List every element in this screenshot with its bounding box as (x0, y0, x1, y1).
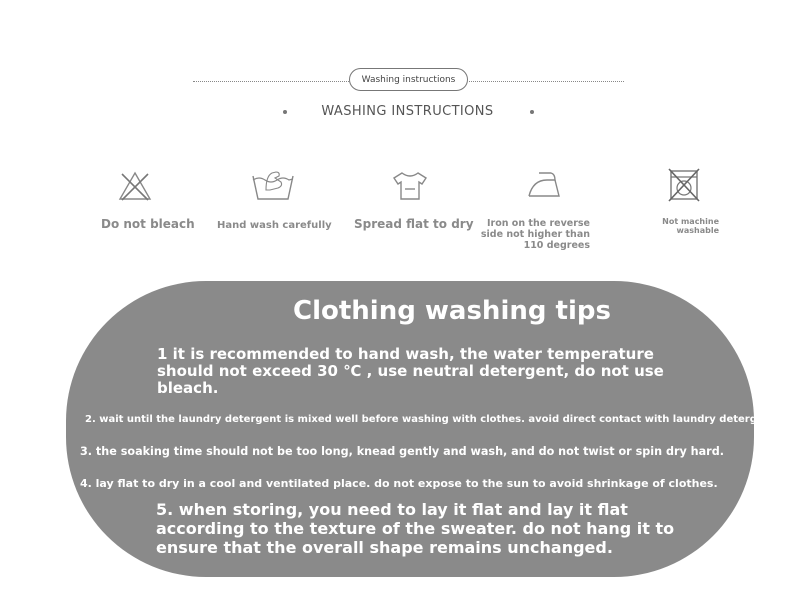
no-machine-wash-icon (668, 168, 700, 202)
divider-left (193, 81, 351, 82)
no-bleach-icon (117, 170, 153, 202)
label-do-not-bleach: Do not bleach (101, 217, 195, 231)
label-dry-flat: Spread flat to dry (354, 217, 474, 231)
tip-item-2: 2. wait until the laundry detergent is mixed well before washing with clothes. avoid direct contact with laundry detergent. (85, 414, 780, 425)
section-subtitle: WASHING INSTRUCTIONS (321, 104, 494, 119)
label-hand-wash: Hand wash carefully (217, 220, 332, 231)
label-iron: Iron on the reverse side not higher than 110 degrees (480, 218, 590, 251)
section-pill-label: Washing instructions (349, 68, 468, 91)
label-no-machine-wash: Not machine washable (662, 217, 719, 235)
tip-item-4: 4. lay flat to dry in a cool and ventilated place. do not expose to the sun to avoid shrinkage of clothes. (80, 477, 718, 490)
tip-item-5: 5. when storing, you need to lay it flat and lay it flat according to the texture of the sweater. do not hang it to ensure that the overall shape remains unchanged. (156, 500, 675, 557)
tip-item-3: 3. the soaking time should not be too long, knead gently and wash, and do not twist or spin dry hard. (80, 445, 724, 458)
dry-flat-icon (390, 171, 430, 201)
bullet-right (530, 110, 534, 114)
hand-wash-icon (250, 168, 296, 202)
tips-title: Clothing washing tips (293, 296, 611, 326)
divider-right (469, 81, 624, 82)
iron-icon (525, 170, 567, 200)
tip-item-1: 1 it is recommended to hand wash, the water temperature should not exceed 30 ℃ , use neutral detergent, do not use bleach. (157, 345, 664, 397)
